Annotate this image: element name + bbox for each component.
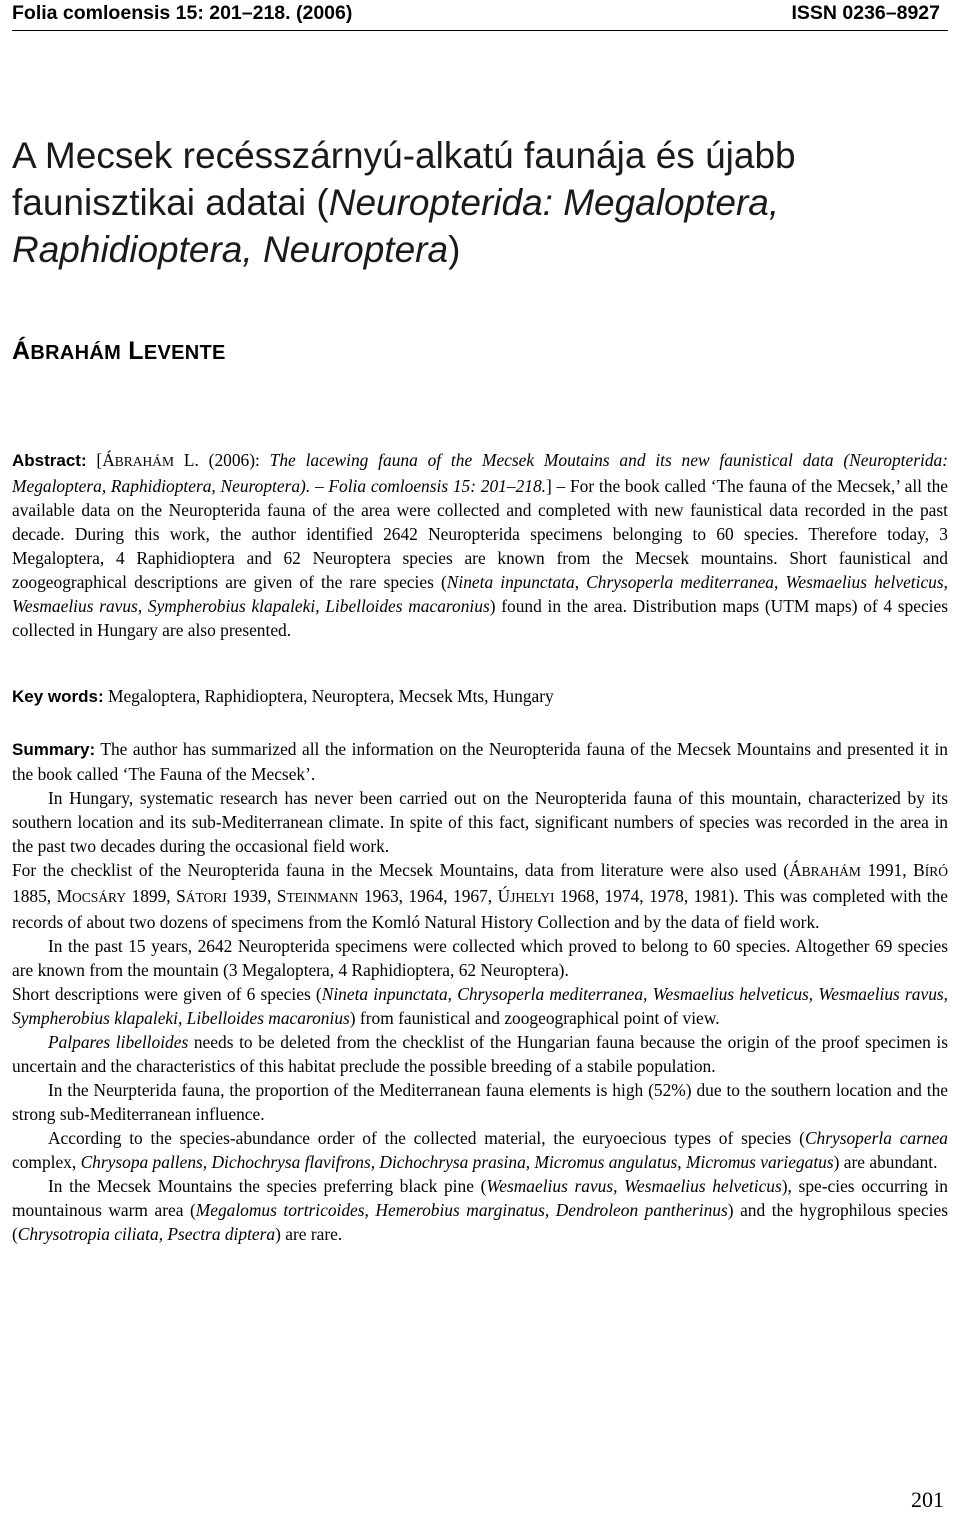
ref-author: ÍRÓ [924,864,948,879]
summary-paragraph-7: In the Neurpterida fauna, the proportion of the Mediterranean fauna elements is high (52%) due to the southern location and the strong sub-Mediterranean influence. [12,1080,948,1124]
summary-paragraph-5 [12,982,948,1030]
abstract-text: ) found in the area. Distribution maps (UTM maps) of 4 species collected in Hungary are also presented. [12,596,949,640]
title-line-3-close: ) [448,229,461,270]
summary-paragraph-9 [12,1174,948,1246]
ref-author: S [276,886,287,906]
summary-text: For the checklist of the Neuropterida fauna in the Mecsek Mountains, data from literature were also used ( [12,860,790,880]
abstract-citation: The lacewing fauna of the Mecsek Moutains and its new faunistical data (Neuropterida: Megaloptera, Raphidioptera, Neuroptera). – Folia comloensis 15: 201–218. [12,450,948,496]
summary-text: ) are abundant. [833,1152,938,1172]
issn: ISSN 0236–8927 [791,2,940,24]
abstract-label: Abstract: [12,451,87,470]
summary [12,737,948,1246]
summary-paragraph-6 [12,1030,948,1078]
author-initial-1: Á [12,337,31,365]
ref-year: 1939, [226,886,277,906]
keywords [12,684,948,709]
species-list: Chrysopa pallens, Dichochrysa flavifrons, Dichochrysa prasina, Micromus angulatus, Micromus variegatus [80,1152,834,1172]
ref-author: ÁTORI [185,890,227,905]
title-line-3-italic: Raphidioptera, Neuroptera [12,229,449,270]
abstract-text: ] – For the book called ‘The fauna of the Mecsek,’ all the available data on the Neuropterida fauna of the area were collected and completed with new faunistical data recorded in the past decade. During this work, the author identified 2642 Neuropterida specimens belonging to 60 species. Therefore today, 3 Megaloptera, 4 Raphidioptera and 62 Neuroptera species are known from the Mecsek mountains. Short faunistical and zoogeographical descriptions are given of the rare species ( [12,476,948,592]
summary-paragraph-8 [12,1126,948,1174]
ref-author: B [913,860,925,880]
summary-paragraph-4: In the past 15 years, 2642 Neuropterida specimens were collected which proved to belong to 60 species. Altogether 69 species are known from the mountain (3 Megaloptera, 4 Raphidioptera, 62 Neuroptera). [12,936,948,980]
ref-author: BRAHÁM [801,864,861,879]
summary-paragraph-2: In Hungary, systematic research has never been carried out on the Neuropterida fauna of this mountain, characterized by its southern location and its sub-Mediterranean climate. In spite of this fact, significant numbers of species was recorded in the area in the past two decades during the occasional field work. [12,788,948,856]
ref-author: S [176,886,186,906]
summary-text: ), spe-cies occurring in mountainous warm area ( [12,1176,948,1220]
author-rest-2: EVENTE [143,342,226,364]
abstract-paragraph [12,448,948,642]
ref-year: 1899, [126,886,177,906]
title-line-2-italic: Neuropterida: Megaloptera, [328,182,780,223]
ref-year: 1991, [860,860,914,880]
abstract [12,448,948,642]
journal-citation: Folia comloensis 15: 201–218. (2006) [12,2,353,24]
ref-author: Ú [497,886,511,906]
title-line-2 [12,179,948,226]
abstract-text: BRAHÁM [114,454,175,469]
summary-text: ) and the hygrophilous species ( [12,1200,948,1244]
ref-year: 1968, 1974, 1978, 1981). This was completed with the records of about two dozens of specimens from the Komló Natural History Collection and by the data of field work. [12,886,949,932]
abstract-species: Nineta inpunctata, Chrysoperla mediterranea, Wesmaelius helveticus, Wesmaelius ravus, Sympherobius klapaleki, Libelloides macaronius [12,572,948,616]
summary-text: The author has summarized all the information on the Neuropterida fauna of the Mecsek Mountains and presented it in the book called ‘The Fauna of the Mecsek’. [12,739,948,784]
ref-author: Á [789,860,802,880]
title-line-2-text: faunisztikai adatai ( [12,182,329,223]
species-list: Wesmaelius ravus, Wesmaelius helveticus [486,1176,782,1196]
summary-text: In the Mecsek Mountains the species preferring black pine ( [48,1176,487,1196]
keywords-paragraph [12,684,948,709]
author-initial-2: L [128,337,144,365]
ref-year: 1885, [12,886,57,906]
author-name [12,337,226,366]
page-number: 201 [911,1487,944,1512]
author-rest-1: BRAHÁM [30,342,122,364]
keywords-label: Key words: [12,687,104,706]
ref-author: JHELYI [510,890,555,905]
species-name: Palpares libelloides [48,1032,189,1052]
species-list: Chrysotropia ciliata, Psectra diptera [17,1224,276,1244]
species-list: Nineta inpunctata, Chrysoperla mediterranea, Wesmaelius helveticus, Wesmaelius ravus, Sympherobius klapaleki, Libelloides macaronius [12,984,949,1028]
summary-text: needs to be deleted from the checklist of the Hungarian fauna because the origin of the proof specimen is uncertain and the characteristics of this habitat preclude the possible breeding of a stabile population. [12,1032,948,1076]
summary-text: Short descriptions were given of 6 species ( [12,984,322,1004]
ref-author: M [56,886,73,906]
ref-year: 1963, 1964, 1967, [358,886,498,906]
summary-paragraph-1 [12,737,948,786]
summary-paragraph-3 [12,858,948,934]
summary-text: According to the species-abundance order of the collected material, the euryoecious types of species ( [48,1128,805,1148]
title-line-1: A Mecsek recésszárnyú-alkatú faunája és újabb [12,135,796,176]
ref-author: TEINMANN [286,890,359,905]
abstract-text: L. (2006): [174,450,270,470]
title-line-3 [12,226,948,273]
article-title [12,132,948,273]
summary-text: complex, [12,1152,81,1172]
abstract-text: [Á [86,450,115,470]
summary-label: Summary: [12,740,96,759]
summary-text: ) are rare. [275,1224,343,1244]
summary-text: ) from faunistical and zoogeographical point of view. [349,1008,720,1028]
species-name: Chrysoperla carnea [804,1128,948,1148]
document-page [12,0,948,1519]
species-list: Megalomus tortricoides, Hemerobius marginatus, Dendroleon pantherinus [195,1200,728,1220]
keywords-text: Megaloptera, Raphidioptera, Neuroptera, Mecsek Mts, Hungary [103,686,554,706]
ref-author: OCSÁRY [72,890,127,905]
running-header [12,0,948,31]
